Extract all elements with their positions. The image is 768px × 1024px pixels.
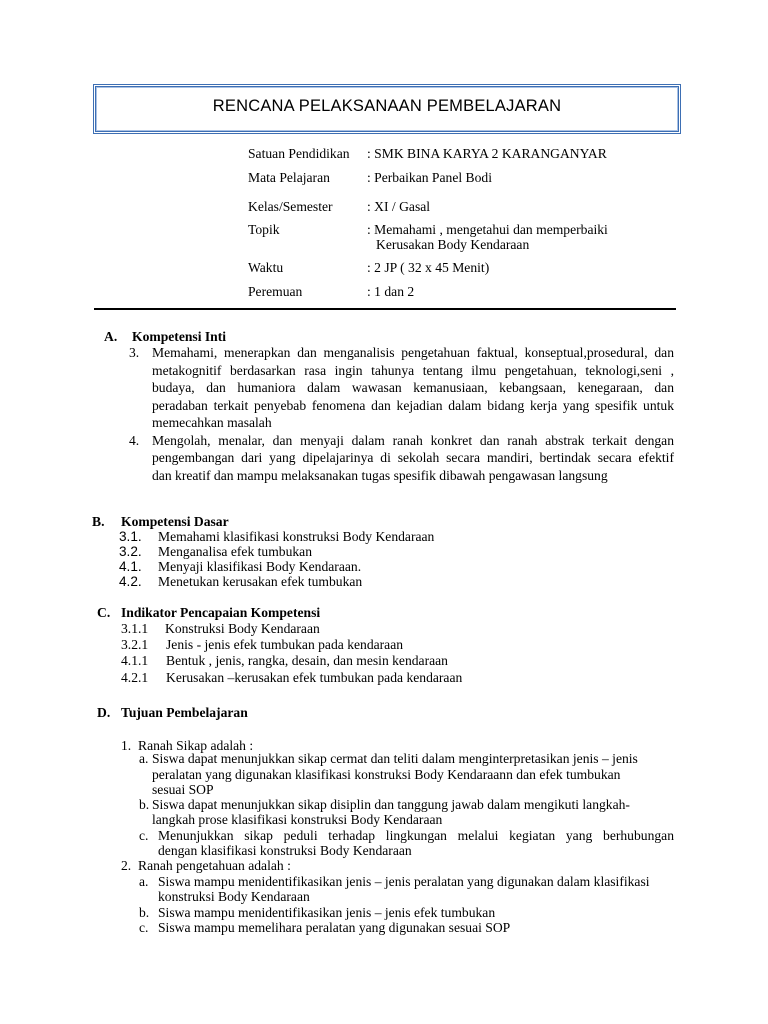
group-number: 2. [121,858,132,873]
identity-value: : XI / Gasal [367,199,431,214]
item-number: 4. [129,433,140,448]
page-title: RENCANA PELAKSANAAN PEMBELAJARAN [212,97,562,115]
item-number: 4.1.1 [121,653,149,668]
item-line: sesuai SOP [152,782,214,797]
identity-value: : Perbaikan Panel Bodi [367,170,492,185]
item-text: Kerusakan –kerusakan efek tumbukan pada kendaraan [166,670,463,685]
identity-value: : Memahami , mengetahui dan memperbaiki [367,222,608,237]
identity-label: Satuan Pendidikan [248,146,350,161]
identity-value-cont: Kerusakan Body Kendaraan [376,237,530,252]
item-line: dan kreatif dan mampu melaksanakan tugas spesifik dibawah pengawasan langsung [152,468,608,483]
section-marker: B. [92,514,105,529]
item-text: Menetukan kerusakan efek tumbukan [158,574,363,589]
item-line: peradaban terkait penyebab fenomena dan kejadian dalam bidang kerja yang spesifik untuk [152,398,674,413]
identity-label: Peremuan [248,284,303,299]
item-letter: a. [139,751,149,766]
item-number: 4.2.1 [121,670,149,685]
item-line: Siswa mampu menidentifikasikan jenis – jenis efek tumbukan [158,905,496,920]
item-text: Jenis - jenis efek tumbukan pada kendaraan [166,637,404,652]
item-line: konstruksi Body Kendaraan [158,889,310,904]
item-line: pengembangan dari yang dipelajarinya di sekolah secara mandiri, bertindak secara efektif [152,450,674,465]
group-title: Ranah pengetahuan adalah : [138,858,291,873]
identity-label: Kelas/Semester [248,199,333,214]
title-box [93,84,681,134]
item-line: langkah prose klasifikasi konstruksi Body Kendaraan [152,812,443,827]
section-heading: Tujuan Pembelajaran [121,705,248,720]
item-letter: b. [139,905,150,920]
section-marker: A. [104,329,118,344]
item-text: Memahami klasifikasi konstruksi Body Kendaraan [158,529,435,544]
item-line: Siswa dapat menunjukkan sikap disiplin dan tanggung jawab dalam mengikuti langkah- [152,797,630,812]
identity-label: Topik [248,222,280,237]
item-line: Siswa mampu memelihara peralatan yang digunakan sesuai SOP [158,920,511,935]
identity-value: : SMK BINA KARYA 2 KARANGANYAR [367,146,607,161]
item-line: Memahami, menerapkan dan menganalisis pengetahuan faktual, konseptual,prosedural, dan [152,345,674,360]
identity-label: Waktu [248,260,284,275]
divider [94,308,676,310]
item-line: Siswa dapat menunjukkan sikap cermat dan teliti dalam menginterpretasikan jenis – jenis [152,751,638,766]
item-text: Bentuk , jenis, rangka, desain, dan mesin kendaraan [166,653,448,668]
group-number: 1. [121,738,132,753]
item-number: 4.1. [119,559,142,574]
section-marker: C. [97,605,111,620]
item-letter: a. [139,874,149,889]
item-number: 3.2.1 [121,637,149,652]
item-line: Menunjukkan sikap peduli terhadap lingkungan melalui kegiatan yang berhubungan [158,828,674,843]
identity-value: : 2 JP ( 32 x 45 Menit) [367,260,490,275]
item-line: peralatan yang digunakan klasifikasi konstruksi Body Kendaraann dan efek tumbukan [152,767,621,782]
item-line: budaya, dan humaniora dalam wawasan kemanusiaan, kebangsaan, kenegaraan, dan [152,380,674,395]
item-line: memecahkan masalah [152,415,272,430]
item-letter: c. [139,828,149,843]
item-number: 3.2. [119,544,142,559]
section-heading: Kompetensi Dasar [121,514,229,529]
item-text: Menganalisa efek tumbukan [158,544,313,559]
section-heading: Indikator Pencapaian Kompetensi [121,605,321,620]
item-number: 4.2. [119,574,142,589]
item-line: Mengolah, menalar, dan menyaji dalam ranah konkret dan ranah abstrak terkait dengan [152,433,674,448]
item-line: Siswa mampu menidentifikasikan jenis – jenis peralatan yang digunakan dalam klasifikasi [158,874,650,889]
group-title: Ranah Sikap adalah : [138,738,254,753]
item-letter: b. [139,797,150,812]
section-heading: Kompetensi Inti [132,329,227,344]
item-line: dengan klasifikasi konstruksi Body Kendaraan [158,843,412,858]
item-text: Menyaji klasifikasi Body Kendaraan. [158,559,362,574]
item-number: 3.1.1 [121,621,149,636]
identity-label: Mata Pelajaran [248,170,330,185]
item-number: 3. [129,345,140,360]
identity-value: : 1 dan 2 [367,284,415,299]
item-line: metakognitif berdasarkan rasa ingin tahunya tentang ilmu pengetahuan, teknologi,seni , [152,363,674,378]
item-letter: c. [139,920,149,935]
item-text: Konstruksi Body Kendaraan [165,621,320,636]
section-marker: D. [97,705,111,720]
item-number: 3.1. [119,529,142,544]
